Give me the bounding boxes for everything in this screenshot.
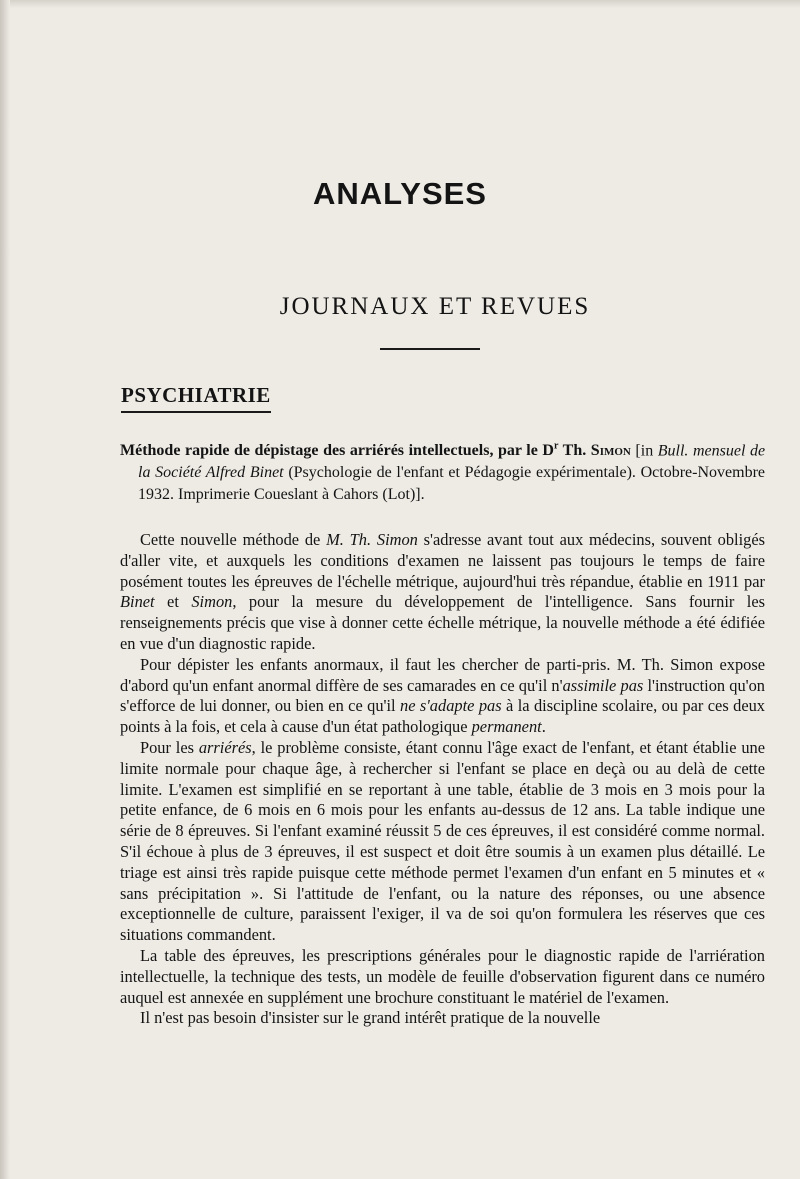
p2-text-c: à la discipline scolaire, ou par ces deux points à la fois, et cela à cause d'un état pathologique	[120, 696, 765, 737]
paragraph-3	[120, 738, 765, 946]
p1-italic-3: Simon	[191, 592, 233, 612]
section-heading: PSYCHIATRIE	[121, 383, 271, 413]
entry-author-sup: r	[553, 441, 559, 452]
entry-title	[120, 442, 631, 459]
paragraph-2	[120, 655, 765, 738]
p3-text-b: , le problème consiste, étant connu l'âge exact de l'enfant, et étant établie une limite normale pour chaque âge, à rechercher si l'enfant se place en deçà ou au delà de cette limite. L'examen est simplifié en se reportant à une table, établie de 3 mois en 3 mois pour la petite enfance, de 6 mois en 6 mois pour les enfants au-dessus de 12 ans. La table indique une série de 8 épreuves. Si l'enfant examiné réussit 5 de ces épreuves, il est considéré comme normal. S'il échoue à plus de 3 épreuves, il est suspect et doit être soumis à un examen plus détaillé. Le triage est ainsi très rapide puisque cette méthode permet l'examen d'un enfant en 5 minutes et « sans précipitation ». Si l'attitude de l'enfant, ou la nature des réponses, ou une absence exceptionnelle de culture, paraissent l'exiger, il va de soi qu'on formulera les réserves que ces situations commandent.	[120, 737, 765, 945]
p2-italic-1: assimile pas	[562, 675, 644, 695]
p2-italic-2: ne s'adapte pas	[400, 696, 502, 716]
p2-text-a: Pour dépister les enfants anormaux, il faut les chercher de parti-pris. M. Th. Simon expose d'abord qu'un enfant anormal diffère de ses camarades en ce qu'il n'	[120, 654, 765, 695]
entry-ref-open: [in	[635, 442, 654, 460]
p3-italic-1: arriérés	[198, 737, 252, 757]
paragraph-4: La table des épreuves, les prescriptions générales pour le diagnostic rapide de l'arriération intellectuelle, la technique des tests, un modèle de feuille d'observation figurent dans ce numéro auquel est annexée en supplément une brochure constituant le matériel de l'examen.	[120, 945, 765, 1007]
paragraph-1	[120, 530, 765, 655]
p2-text-d: .	[541, 717, 546, 737]
bibliographic-entry	[120, 436, 765, 506]
entry-title-text: Méthode rapide de dépistage des arriérés intellectuels,	[120, 442, 494, 460]
p1-text-a: Cette nouvelle méthode de	[140, 530, 327, 549]
article-body	[120, 530, 765, 1029]
p1-italic-2: Binet	[120, 592, 155, 612]
p1-text-d: , pour la mesure du développement de l'intelligence. Sans fournir les renseignements précis que vise à donner cette échelle métrique, la nouvelle méthode a été édifiée en vue d'un diagnostic rapide.	[120, 592, 766, 653]
entry-block	[120, 436, 765, 506]
p3-text-a: Pour les	[140, 737, 199, 757]
p2-text-b: l'instruction qu'on s'efforce de lui donner, ou bien en ce qu'il	[120, 675, 766, 716]
p1-text-c: et	[154, 592, 192, 612]
page-title: ANALYSES	[313, 176, 487, 211]
entry-author-name: Th.	[562, 442, 587, 460]
entry-author-prefix: par le D	[498, 442, 554, 460]
p1-italic-1: M. Th. Simon	[326, 530, 418, 549]
entry-ref-rest: (Psychologie de l'enfant et Pédagogie expérimentale). Octobre-Novembre 1932. Imprimerie Coueslant à Cahors (Lot)].	[138, 464, 766, 504]
subtitle-rule	[380, 348, 480, 350]
p1-text-b: s'adresse avant tout aux médecins, souvent obligés d'aller vite, et auxquels les conditions d'examen ne laissent pas toujours le temps de faire posément toutes les épreuves de l'échelle métrique, aujourd'hui très répandue, établie en 1911 par	[120, 530, 765, 591]
p2-italic-3: permanent	[471, 717, 542, 737]
paragraph-5: Il n'est pas besoin d'insister sur le grand intérêt pratique de la nouvelle	[140, 1008, 601, 1028]
entry-ref-journal: Bull. mensuel de la Société Alfred Binet	[138, 442, 766, 482]
page-top-shadow	[0, 0, 800, 8]
page-subtitle: JOURNAUX ET REVUES	[279, 293, 591, 320]
entry-author-surname: Simon	[590, 442, 631, 460]
